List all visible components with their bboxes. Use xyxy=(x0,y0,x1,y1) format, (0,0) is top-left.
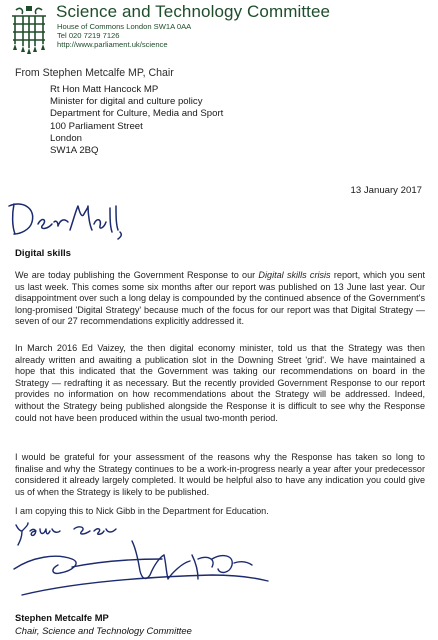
committee-website: http://www.parliament.uk/science xyxy=(57,40,168,49)
letter-subject: Digital skills xyxy=(15,248,71,259)
handwritten-salutation xyxy=(6,196,136,240)
paragraph-1-text-a: We are today publishing the Government Response to our xyxy=(15,270,259,280)
paragraph-4 xyxy=(15,506,425,518)
paragraph-2-text: In March 2016 Ed Vaizey, the then digital economy minister, told us that the Strategy was then already written and awaiting a publication slot in the Downing Street 'grid'. We have maintained a hope that this indicated that the Government was taking our recommendations on board in the Strategy — redrafting it as necessary. But the recently provided Government Response to our report provides no information on how recommendations about the Strategy will be addressed. Indeed, without the Strategy being published alongside the Response it is difficult to see why the Response could not have been produced within the usual two-month period. xyxy=(15,343,425,423)
recipient-street: 100 Parliament Street xyxy=(50,120,143,132)
from-line: From Stephen Metcalfe MP, Chair xyxy=(15,67,174,79)
portcullis-crest-icon xyxy=(8,4,50,54)
paragraph-1 xyxy=(15,270,425,328)
paragraph-2 xyxy=(15,343,425,424)
paragraph-3 xyxy=(15,452,425,498)
handwritten-signoff-and-signature xyxy=(12,519,292,609)
recipient-postcode: SW1A 2BQ xyxy=(50,145,99,157)
paragraph-3-text: I would be grateful for your assessment of the reasons why the Response has taken so long to finalise and why the Strategy continues to be a work-in-progress nearly a year after your predecessor considered it already largely completed. It would be helpful also to have any indication you could give us of when the Strategy is likely to be published. xyxy=(15,452,425,497)
letter-date: 13 January 2017 xyxy=(350,185,422,196)
recipient-city: London xyxy=(50,132,83,144)
paragraph-4-text: I am copying this to Nick Gibb in the Department for Education. xyxy=(15,506,269,516)
recipient-department: Department for Culture, Media and Sport xyxy=(50,108,224,120)
recipient-role: Minister for digital and culture policy xyxy=(50,96,203,108)
signer-title: Chair, Science and Technology Committee xyxy=(15,625,192,636)
recipient-name: Rt Hon Matt Hancock MP xyxy=(50,84,159,95)
recipient-address xyxy=(50,84,223,157)
committee-name: Science and Technology Committee xyxy=(56,2,331,21)
committee-telephone: Tel 020 7219 7126 xyxy=(57,31,120,40)
signer-name: Stephen Metcalfe MP xyxy=(15,612,109,623)
committee-address: House of Commons London SW1A 0AA xyxy=(57,22,192,31)
report-title: Digital skills crisis xyxy=(258,270,331,280)
paragraph-1-text-b: report, which you sent us last week. This comes some six months after our report was published on 13 June last year. Our disappointment over such a long delay is compounded by the continued absence of the Government's long-promised 'Digital Strategy' because much of the focus for our report was that Digital Strategy — seven of our 27 recommendations explicitly addressed it. xyxy=(15,270,425,327)
